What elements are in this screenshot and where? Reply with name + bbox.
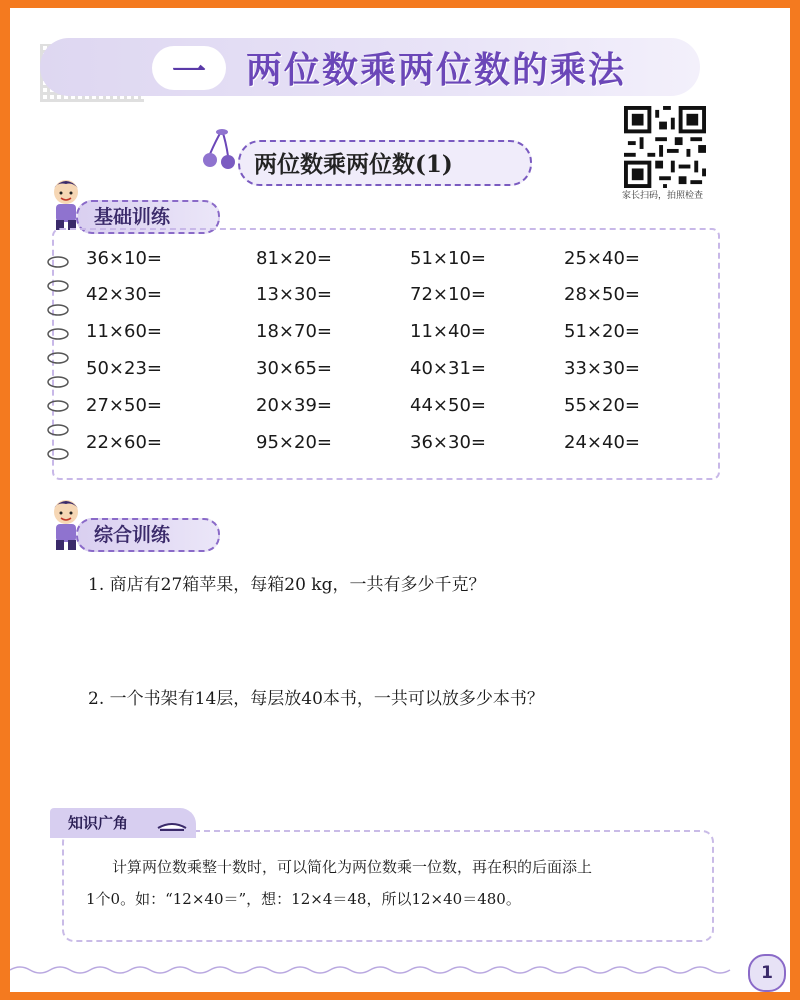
practice-problem[interactable]: 25×40= bbox=[564, 248, 640, 269]
practice-problem[interactable]: 28×50= bbox=[564, 284, 640, 305]
practice-problem[interactable]: 33×30= bbox=[564, 358, 640, 379]
section-title-basic: 基础训练 bbox=[94, 206, 171, 228]
lesson-title: 两位数乘两位数(1) bbox=[254, 151, 453, 178]
spiral-binding-decoration bbox=[44, 252, 74, 462]
practice-problem[interactable]: 22×60= bbox=[86, 432, 162, 453]
word-problem-2: 2. 一个书架有14层，每层放40本书，一共可以放多少本书？ bbox=[88, 689, 544, 709]
practice-problem[interactable]: 11×40= bbox=[410, 321, 486, 342]
practice-problem[interactable]: 72×10= bbox=[410, 284, 486, 305]
practice-problem[interactable]: 50×23= bbox=[86, 358, 162, 379]
knowledge-tip-line-1: 计算两位数乘整十数时，可以简化为两位数乘一位数，再在积的后面添上 bbox=[112, 858, 593, 876]
practice-problem[interactable]: 51×10= bbox=[410, 248, 486, 269]
practice-problem[interactable]: 11×60= bbox=[86, 321, 162, 342]
book-icon bbox=[156, 814, 188, 834]
knowledge-tip-box bbox=[62, 830, 714, 942]
practice-problem[interactable]: 40×31= bbox=[410, 358, 486, 379]
practice-problem[interactable]: 42×30= bbox=[86, 284, 162, 305]
workbook-page bbox=[10, 8, 790, 992]
chapter-title: 两位数乘两位数的乘法 bbox=[246, 50, 627, 91]
practice-problem[interactable]: 81×20= bbox=[256, 248, 332, 269]
page-number: 1 bbox=[748, 954, 786, 992]
qr-code[interactable] bbox=[624, 106, 706, 188]
qr-caption: 家长扫码，拍照检查 bbox=[622, 191, 704, 201]
practice-problem[interactable]: 18×70= bbox=[256, 321, 332, 342]
section-title-comprehensive: 综合训练 bbox=[94, 524, 171, 546]
practice-problem[interactable]: 95×20= bbox=[256, 432, 332, 453]
chapter-number: 一 bbox=[152, 46, 226, 90]
practice-problem[interactable]: 13×30= bbox=[256, 284, 332, 305]
practice-problem[interactable]: 27×50= bbox=[86, 395, 162, 416]
practice-problem[interactable]: 55×20= bbox=[564, 395, 640, 416]
practice-problem[interactable]: 51×20= bbox=[564, 321, 640, 342]
cherry-icon bbox=[200, 126, 240, 174]
practice-problem[interactable]: 44×50= bbox=[410, 395, 486, 416]
knowledge-tip-title: 知识广角 bbox=[68, 814, 129, 832]
practice-problem[interactable]: 30×65= bbox=[256, 358, 332, 379]
practice-problem[interactable]: 24×40= bbox=[564, 432, 640, 453]
practice-problem[interactable]: 36×30= bbox=[410, 432, 486, 453]
practice-problem[interactable]: 36×10= bbox=[86, 248, 162, 269]
bottom-wave-decoration bbox=[10, 958, 790, 988]
practice-problem[interactable]: 20×39= bbox=[256, 395, 332, 416]
knowledge-tip-line-2: 1个0。如：“12×40＝”，想：12×4＝48，所以12×40＝480。 bbox=[86, 890, 521, 908]
word-problem-1: 1. 商店有27箱苹果，每箱20 kg，一共有多少千克？ bbox=[88, 575, 486, 595]
